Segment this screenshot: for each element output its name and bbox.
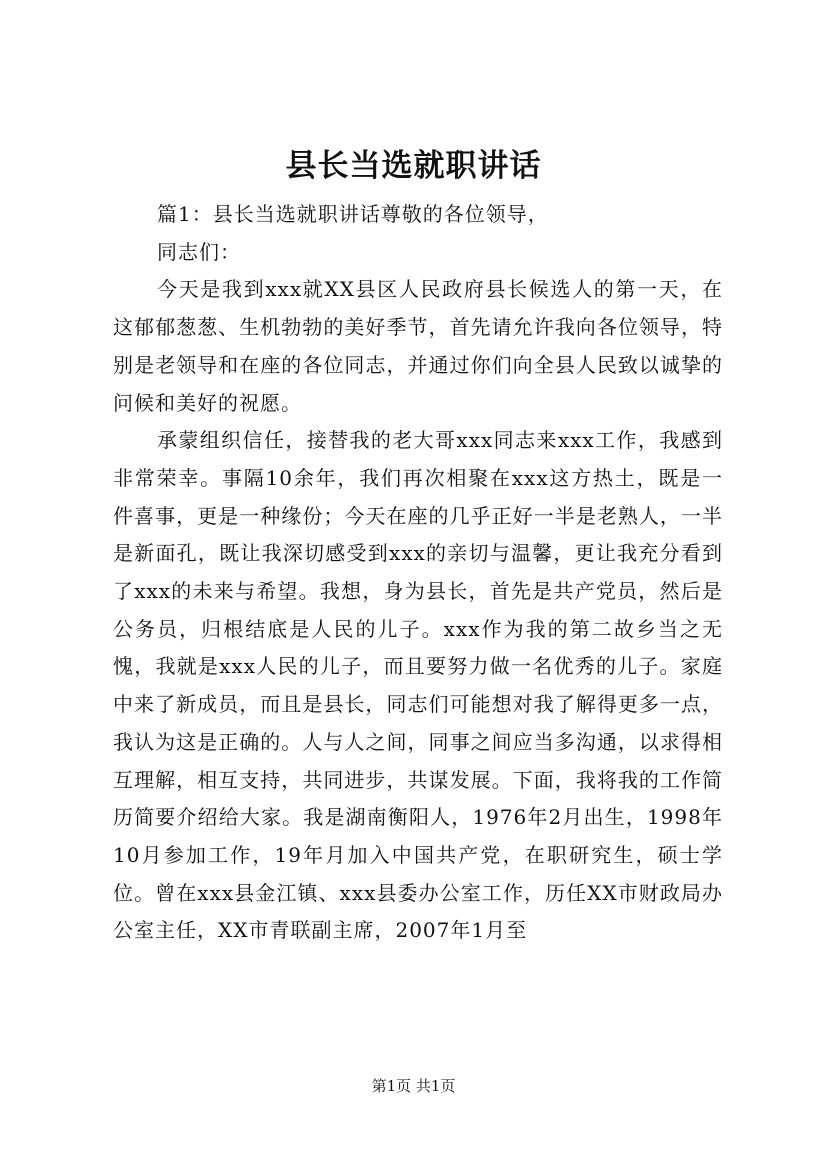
paragraph-introduction: 承蒙组织信任，接替我的老大哥xxx同志来xxx工作，我感到非常荣幸。事隔10余年，我们再次相聚在xxx这方热土，既是一件喜事，更是一种缘份；今天在座的几乎正好一半是老熟人，一半是新面孔，既让我深切感受到xxx的亲切与温馨，更让我充分看到了xxx的未来与希望。我想，身为县长，首先是共产党员，然后是公务员，归根结底是人民的儿子。xxx作为我的第二故乡当之无愧，我就是xxx人民的儿子，而且要努力做一名优秀的儿子。家庭中来了新成员，而且是县长，同志们可能想对我了解得更多一点，我认为这是正确的。人与人之间，同事之间应当多沟通，以求得相互理解，相互支持，共同进步，共谋发展。下面，我将我的工作简历简要介绍给大家。我是湖南衡阳人，1976年2月出生，1998年10月参加工作，19年月加入中国共产党，在职研究生，硕士学位。曾在xxx县金江镇、xxx县委办公室工作，历任XX市财政局办公室主任，XX市青联副主席，2007年1月至 [113,428,723,943]
page-title: 县长当选就职讲话 [285,148,542,184]
document-body [113,196,723,950]
page-footer: 第1页 共1页 [371,1077,456,1095]
paragraph-salutation: 同志们： [157,239,241,264]
paragraph-heading: 篇1：县长当选就职讲话尊敬的各位领导， [157,202,549,226]
paragraph-greeting: 今天是我到xxx就XX县区人民政府县长候选人的第一天，在这郁郁葱葱、生机勃勃的美好季节，首先请允许我向各位领导，特别是老领导和在座的各位同志，并通过你们向全县人民致以诚挚的问候和美好的祝愿。 [113,277,723,415]
